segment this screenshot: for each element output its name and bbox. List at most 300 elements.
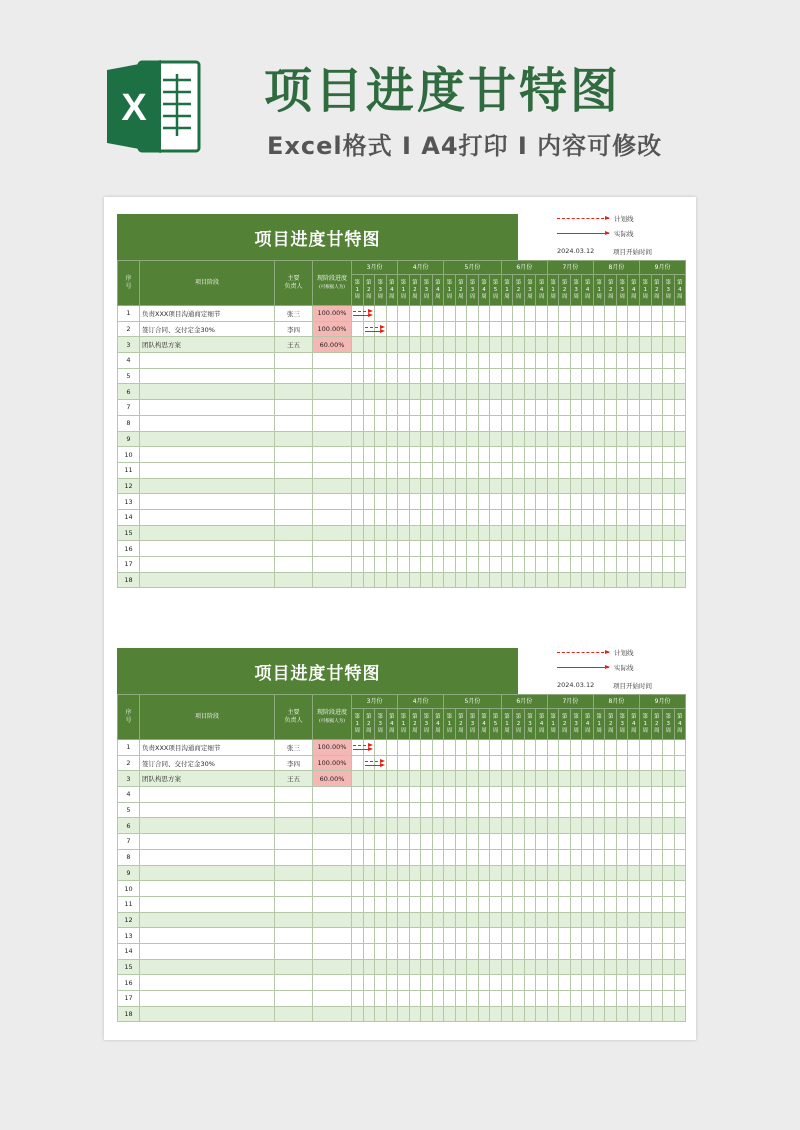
gantt-cell[interactable] <box>421 787 433 803</box>
gantt-cell[interactable] <box>605 865 617 881</box>
gantt-cell[interactable] <box>582 975 594 991</box>
gantt-cell[interactable] <box>674 400 686 416</box>
gantt-cell[interactable] <box>582 802 594 818</box>
gantt-cell[interactable] <box>352 818 364 834</box>
gantt-cell[interactable] <box>467 415 479 431</box>
gantt-cell[interactable] <box>559 1006 571 1022</box>
gantt-cell[interactable] <box>363 431 375 447</box>
gantt-cell[interactable] <box>651 431 663 447</box>
gantt-cell[interactable] <box>605 881 617 897</box>
gantt-cell[interactable] <box>421 802 433 818</box>
gantt-cell[interactable] <box>432 787 444 803</box>
gantt-cell[interactable] <box>409 400 421 416</box>
gantt-cell[interactable] <box>421 400 433 416</box>
gantt-cell[interactable] <box>490 415 502 431</box>
gantt-cell[interactable] <box>547 447 559 463</box>
gantt-cell[interactable] <box>501 849 513 865</box>
gantt-cell[interactable] <box>663 834 675 850</box>
gantt-cell[interactable] <box>501 818 513 834</box>
gantt-cell[interactable] <box>605 321 617 337</box>
gantt-cell[interactable] <box>363 478 375 494</box>
gantt-cell[interactable] <box>363 975 375 991</box>
gantt-cell[interactable] <box>628 771 640 787</box>
gantt-cell[interactable] <box>674 572 686 588</box>
gantt-cell[interactable] <box>513 834 525 850</box>
owner-cell[interactable] <box>275 525 313 541</box>
gantt-cell[interactable] <box>536 431 548 447</box>
gantt-cell[interactable] <box>398 541 410 557</box>
gantt-cell[interactable] <box>651 557 663 573</box>
gantt-cell[interactable] <box>352 912 364 928</box>
gantt-cell[interactable] <box>490 991 502 1007</box>
gantt-cell[interactable] <box>651 384 663 400</box>
gantt-cell[interactable] <box>409 834 421 850</box>
gantt-cell[interactable] <box>582 321 594 337</box>
gantt-cell[interactable] <box>536 541 548 557</box>
gantt-cell[interactable] <box>386 865 398 881</box>
progress-cell[interactable] <box>313 368 352 384</box>
gantt-cell[interactable] <box>455 896 467 912</box>
gantt-cell[interactable] <box>547 802 559 818</box>
gantt-cell[interactable] <box>375 865 387 881</box>
gantt-cell[interactable] <box>524 368 536 384</box>
gantt-cell[interactable] <box>455 321 467 337</box>
gantt-cell[interactable] <box>513 353 525 369</box>
gantt-cell[interactable] <box>524 400 536 416</box>
gantt-cell[interactable] <box>409 368 421 384</box>
gantt-cell[interactable] <box>455 959 467 975</box>
gantt-cell[interactable] <box>570 865 582 881</box>
gantt-cell[interactable] <box>490 771 502 787</box>
gantt-cell[interactable] <box>513 478 525 494</box>
gantt-cell[interactable] <box>386 525 398 541</box>
gantt-cell[interactable] <box>398 755 410 771</box>
gantt-cell[interactable] <box>605 740 617 756</box>
gantt-cell[interactable] <box>478 928 490 944</box>
gantt-cell[interactable] <box>663 462 675 478</box>
gantt-cell[interactable] <box>570 881 582 897</box>
gantt-cell[interactable] <box>616 834 628 850</box>
gantt-cell[interactable] <box>478 557 490 573</box>
gantt-cell[interactable] <box>513 771 525 787</box>
gantt-cell[interactable] <box>455 975 467 991</box>
gantt-cell[interactable] <box>501 447 513 463</box>
gantt-cell[interactable] <box>674 525 686 541</box>
gantt-cell[interactable] <box>640 431 652 447</box>
gantt-cell[interactable] <box>352 881 364 897</box>
gantt-cell[interactable] <box>663 787 675 803</box>
gantt-cell[interactable] <box>386 509 398 525</box>
gantt-cell[interactable] <box>398 959 410 975</box>
gantt-cell[interactable] <box>616 541 628 557</box>
gantt-cell[interactable] <box>375 975 387 991</box>
progress-cell[interactable] <box>313 881 352 897</box>
gantt-cell[interactable] <box>582 740 594 756</box>
gantt-cell[interactable] <box>421 881 433 897</box>
gantt-cell[interactable] <box>536 834 548 850</box>
gantt-cell[interactable] <box>444 849 456 865</box>
gantt-cell[interactable] <box>663 400 675 416</box>
gantt-cell[interactable] <box>605 400 617 416</box>
gantt-cell[interactable] <box>352 525 364 541</box>
gantt-cell[interactable] <box>570 447 582 463</box>
gantt-cell[interactable] <box>432 353 444 369</box>
gantt-cell[interactable] <box>628 509 640 525</box>
gantt-cell[interactable] <box>444 415 456 431</box>
gantt-cell[interactable] <box>444 368 456 384</box>
gantt-cell[interactable] <box>570 509 582 525</box>
gantt-cell[interactable] <box>651 943 663 959</box>
gantt-cell[interactable] <box>490 431 502 447</box>
gantt-cell[interactable] <box>455 787 467 803</box>
gantt-cell[interactable] <box>640 572 652 588</box>
gantt-cell[interactable] <box>628 368 640 384</box>
gantt-cell[interactable] <box>616 447 628 463</box>
gantt-cell[interactable] <box>605 943 617 959</box>
gantt-cell[interactable] <box>467 368 479 384</box>
stage-cell[interactable] <box>140 975 275 991</box>
gantt-cell[interactable] <box>651 755 663 771</box>
gantt-cell[interactable] <box>363 818 375 834</box>
gantt-cell[interactable] <box>409 447 421 463</box>
progress-cell[interactable] <box>313 572 352 588</box>
gantt-cell[interactable] <box>363 1006 375 1022</box>
gantt-cell[interactable] <box>501 572 513 588</box>
stage-cell[interactable] <box>140 1006 275 1022</box>
gantt-cell[interactable] <box>467 787 479 803</box>
gantt-cell[interactable] <box>674 943 686 959</box>
gantt-cell[interactable] <box>536 802 548 818</box>
gantt-cell[interactable] <box>501 431 513 447</box>
gantt-cell[interactable] <box>490 818 502 834</box>
gantt-cell[interactable] <box>582 368 594 384</box>
stage-cell[interactable] <box>140 818 275 834</box>
gantt-cell[interactable] <box>467 1006 479 1022</box>
gantt-cell[interactable] <box>582 991 594 1007</box>
gantt-cell[interactable] <box>478 896 490 912</box>
gantt-cell[interactable] <box>582 959 594 975</box>
gantt-cell[interactable] <box>513 306 525 322</box>
gantt-cell[interactable] <box>490 881 502 897</box>
gantt-cell[interactable] <box>593 557 605 573</box>
gantt-cell[interactable] <box>478 975 490 991</box>
gantt-cell[interactable] <box>501 896 513 912</box>
gantt-cell[interactable] <box>363 368 375 384</box>
gantt-cell[interactable] <box>674 447 686 463</box>
gantt-cell[interactable] <box>513 541 525 557</box>
gantt-cell[interactable] <box>640 849 652 865</box>
gantt-cell[interactable] <box>467 384 479 400</box>
gantt-cell[interactable] <box>616 818 628 834</box>
gantt-cell[interactable] <box>570 802 582 818</box>
gantt-cell[interactable] <box>536 478 548 494</box>
gantt-cell[interactable] <box>432 834 444 850</box>
gantt-cell[interactable] <box>628 306 640 322</box>
gantt-cell[interactable] <box>536 755 548 771</box>
gantt-cell[interactable] <box>352 834 364 850</box>
gantt-cell[interactable] <box>616 740 628 756</box>
gantt-cell[interactable] <box>363 740 375 756</box>
gantt-cell[interactable] <box>651 802 663 818</box>
gantt-cell[interactable] <box>386 557 398 573</box>
owner-cell[interactable]: 李四 <box>275 321 313 337</box>
gantt-cell[interactable] <box>375 787 387 803</box>
gantt-cell[interactable] <box>616 755 628 771</box>
gantt-cell[interactable] <box>455 478 467 494</box>
gantt-cell[interactable] <box>490 368 502 384</box>
gantt-cell[interactable] <box>536 462 548 478</box>
gantt-cell[interactable] <box>640 991 652 1007</box>
gantt-cell[interactable] <box>386 1006 398 1022</box>
gantt-cell[interactable] <box>524 478 536 494</box>
gantt-cell[interactable] <box>559 509 571 525</box>
gantt-cell[interactable] <box>559 771 571 787</box>
gantt-cell[interactable] <box>386 447 398 463</box>
gantt-cell[interactable] <box>616 787 628 803</box>
gantt-cell[interactable] <box>640 865 652 881</box>
gantt-cell[interactable] <box>455 384 467 400</box>
gantt-cell[interactable] <box>455 912 467 928</box>
gantt-cell[interactable] <box>455 525 467 541</box>
gantt-cell[interactable] <box>386 306 398 322</box>
gantt-cell[interactable] <box>490 337 502 353</box>
gantt-cell[interactable] <box>513 818 525 834</box>
gantt-cell[interactable] <box>640 959 652 975</box>
gantt-cell[interactable] <box>513 431 525 447</box>
gantt-cell[interactable] <box>432 525 444 541</box>
gantt-cell[interactable] <box>386 834 398 850</box>
progress-cell[interactable]: 60.00% <box>313 337 352 353</box>
gantt-cell[interactable] <box>640 928 652 944</box>
gantt-cell[interactable] <box>513 1006 525 1022</box>
gantt-cell[interactable] <box>605 353 617 369</box>
gantt-cell[interactable] <box>605 912 617 928</box>
gantt-cell[interactable] <box>570 368 582 384</box>
gantt-cell[interactable] <box>628 1006 640 1022</box>
gantt-cell[interactable] <box>559 912 571 928</box>
gantt-cell[interactable] <box>547 400 559 416</box>
gantt-cell[interactable] <box>455 802 467 818</box>
gantt-cell[interactable] <box>375 849 387 865</box>
gantt-cell[interactable] <box>524 431 536 447</box>
gantt-cell[interactable] <box>478 755 490 771</box>
gantt-cell[interactable] <box>455 447 467 463</box>
gantt-cell[interactable] <box>444 959 456 975</box>
gantt-cell[interactable] <box>455 509 467 525</box>
gantt-cell[interactable] <box>490 912 502 928</box>
gantt-cell[interactable] <box>386 818 398 834</box>
gantt-cell[interactable] <box>409 896 421 912</box>
gantt-cell[interactable] <box>421 525 433 541</box>
gantt-cell[interactable] <box>640 943 652 959</box>
gantt-cell[interactable] <box>386 928 398 944</box>
gantt-cell[interactable] <box>352 462 364 478</box>
gantt-cell[interactable] <box>432 462 444 478</box>
gantt-cell[interactable] <box>432 337 444 353</box>
gantt-cell[interactable] <box>421 557 433 573</box>
gantt-cell[interactable] <box>593 478 605 494</box>
gantt-cell[interactable] <box>640 494 652 510</box>
gantt-cell[interactable] <box>524 337 536 353</box>
gantt-cell[interactable] <box>536 771 548 787</box>
gantt-cell[interactable] <box>352 384 364 400</box>
stage-cell[interactable] <box>140 478 275 494</box>
gantt-cell[interactable] <box>386 353 398 369</box>
gantt-cell[interactable] <box>467 400 479 416</box>
gantt-cell[interactable] <box>559 415 571 431</box>
progress-cell[interactable] <box>313 384 352 400</box>
gantt-cell[interactable] <box>478 865 490 881</box>
gantt-cell[interactable] <box>501 368 513 384</box>
gantt-cell[interactable] <box>524 353 536 369</box>
gantt-cell[interactable] <box>524 928 536 944</box>
gantt-cell[interactable] <box>409 321 421 337</box>
gantt-cell[interactable] <box>559 478 571 494</box>
gantt-cell[interactable] <box>559 447 571 463</box>
gantt-cell[interactable] <box>409 557 421 573</box>
gantt-cell[interactable] <box>501 991 513 1007</box>
gantt-cell[interactable] <box>421 337 433 353</box>
gantt-cell[interactable] <box>616 431 628 447</box>
gantt-cell[interactable] <box>536 881 548 897</box>
gantt-cell[interactable] <box>409 787 421 803</box>
gantt-cell[interactable] <box>432 572 444 588</box>
gantt-cell[interactable] <box>628 525 640 541</box>
gantt-cell[interactable] <box>524 415 536 431</box>
gantt-cell[interactable] <box>363 755 375 771</box>
gantt-cell[interactable] <box>398 431 410 447</box>
gantt-cell[interactable] <box>444 509 456 525</box>
gantt-cell[interactable] <box>513 384 525 400</box>
gantt-cell[interactable] <box>559 975 571 991</box>
gantt-cell[interactable] <box>421 415 433 431</box>
gantt-cell[interactable] <box>570 740 582 756</box>
gantt-cell[interactable] <box>570 959 582 975</box>
gantt-cell[interactable] <box>616 337 628 353</box>
gantt-cell[interactable] <box>582 771 594 787</box>
gantt-cell[interactable] <box>352 321 364 337</box>
gantt-cell[interactable] <box>363 400 375 416</box>
gantt-cell[interactable] <box>640 740 652 756</box>
gantt-cell[interactable] <box>375 415 387 431</box>
gantt-cell[interactable] <box>501 787 513 803</box>
gantt-cell[interactable] <box>640 400 652 416</box>
gantt-cell[interactable] <box>651 834 663 850</box>
gantt-cell[interactable] <box>570 755 582 771</box>
gantt-cell[interactable] <box>352 431 364 447</box>
gantt-cell[interactable] <box>386 572 398 588</box>
gantt-cell[interactable] <box>651 415 663 431</box>
gantt-cell[interactable] <box>421 771 433 787</box>
gantt-cell[interactable] <box>593 865 605 881</box>
gantt-cell[interactable] <box>455 557 467 573</box>
gantt-cell[interactable] <box>478 509 490 525</box>
gantt-cell[interactable] <box>421 431 433 447</box>
gantt-cell[interactable] <box>352 494 364 510</box>
gantt-cell[interactable] <box>363 541 375 557</box>
gantt-cell[interactable] <box>467 834 479 850</box>
gantt-cell[interactable] <box>651 849 663 865</box>
gantt-cell[interactable] <box>674 740 686 756</box>
gantt-cell[interactable] <box>582 572 594 588</box>
gantt-cell[interactable] <box>628 337 640 353</box>
gantt-cell[interactable] <box>605 494 617 510</box>
gantt-cell[interactable] <box>375 755 387 771</box>
gantt-cell[interactable] <box>386 478 398 494</box>
owner-cell[interactable] <box>275 802 313 818</box>
gantt-cell[interactable] <box>444 975 456 991</box>
gantt-cell[interactable] <box>570 975 582 991</box>
gantt-cell[interactable] <box>582 912 594 928</box>
gantt-cell[interactable] <box>444 447 456 463</box>
gantt-cell[interactable] <box>455 494 467 510</box>
gantt-cell[interactable] <box>375 928 387 944</box>
gantt-cell[interactable] <box>616 321 628 337</box>
gantt-cell[interactable] <box>409 384 421 400</box>
gantt-cell[interactable] <box>616 509 628 525</box>
progress-cell[interactable] <box>313 1006 352 1022</box>
gantt-cell[interactable] <box>536 400 548 416</box>
gantt-cell[interactable] <box>352 943 364 959</box>
gantt-cell[interactable] <box>651 991 663 1007</box>
gantt-cell[interactable] <box>593 415 605 431</box>
gantt-cell[interactable] <box>651 541 663 557</box>
gantt-cell[interactable] <box>616 415 628 431</box>
gantt-cell[interactable] <box>616 557 628 573</box>
gantt-cell[interactable] <box>421 943 433 959</box>
gantt-cell[interactable] <box>363 802 375 818</box>
gantt-cell[interactable] <box>398 912 410 928</box>
gantt-cell[interactable] <box>467 771 479 787</box>
gantt-cell[interactable] <box>386 787 398 803</box>
gantt-cell[interactable] <box>467 818 479 834</box>
gantt-cell[interactable] <box>593 787 605 803</box>
gantt-cell[interactable] <box>674 509 686 525</box>
gantt-cell[interactable] <box>582 787 594 803</box>
gantt-cell[interactable] <box>421 541 433 557</box>
gantt-cell[interactable] <box>674 912 686 928</box>
gantt-cell[interactable] <box>421 321 433 337</box>
gantt-cell[interactable] <box>651 353 663 369</box>
gantt-cell[interactable] <box>513 943 525 959</box>
gantt-cell[interactable] <box>432 865 444 881</box>
gantt-cell[interactable] <box>501 943 513 959</box>
gantt-cell[interactable] <box>663 896 675 912</box>
owner-cell[interactable] <box>275 912 313 928</box>
stage-cell[interactable]: 签订合同、交付定金30% <box>140 755 275 771</box>
gantt-cell[interactable] <box>409 865 421 881</box>
gantt-cell[interactable] <box>582 415 594 431</box>
progress-cell[interactable] <box>313 525 352 541</box>
gantt-cell[interactable] <box>490 943 502 959</box>
gantt-cell[interactable] <box>628 740 640 756</box>
gantt-cell[interactable] <box>674 991 686 1007</box>
gantt-cell[interactable] <box>605 337 617 353</box>
gantt-cell[interactable] <box>582 865 594 881</box>
gantt-cell[interactable] <box>616 462 628 478</box>
gantt-cell[interactable] <box>398 321 410 337</box>
gantt-cell[interactable] <box>421 959 433 975</box>
gantt-cell[interactable] <box>640 881 652 897</box>
gantt-cell[interactable] <box>547 321 559 337</box>
gantt-cell[interactable] <box>582 384 594 400</box>
gantt-cell[interactable] <box>409 881 421 897</box>
gantt-cell[interactable] <box>432 368 444 384</box>
owner-cell[interactable] <box>275 462 313 478</box>
stage-cell[interactable] <box>140 509 275 525</box>
gantt-cell[interactable] <box>455 755 467 771</box>
gantt-cell[interactable] <box>409 462 421 478</box>
